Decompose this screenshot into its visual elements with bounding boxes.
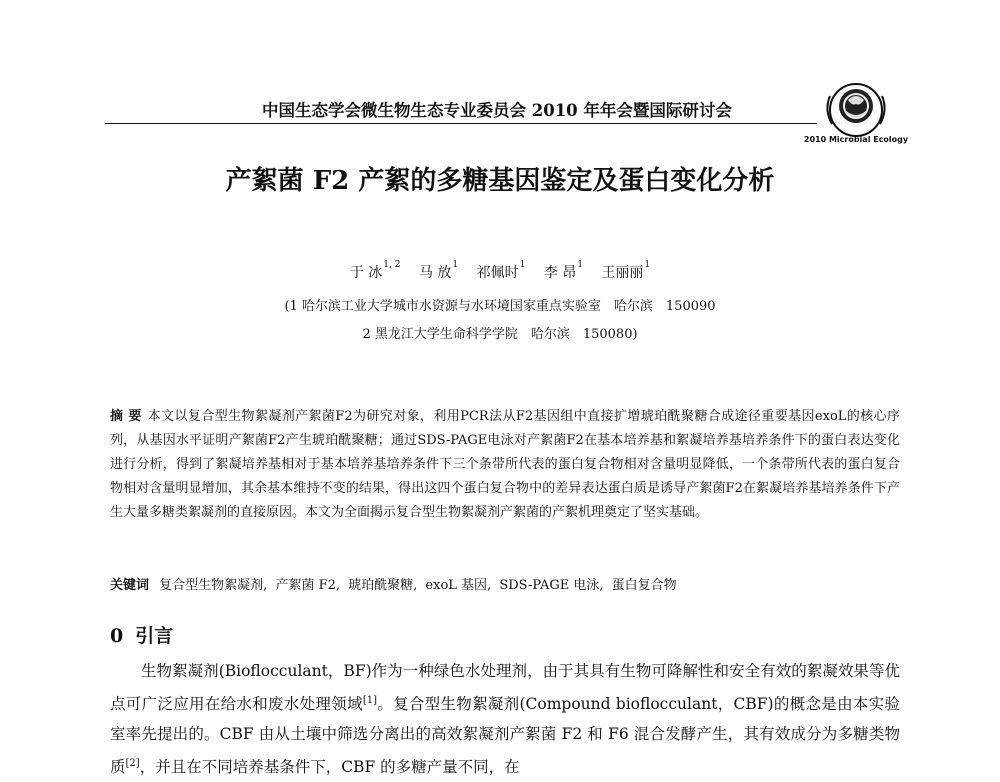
keyword: exoL 基因, <box>425 578 492 593</box>
keyword: 复合型生物絮凝剂, <box>159 578 268 593</box>
author: 王丽丽$^1$ <box>601 260 651 281</box>
abstract-label: 摘 要 <box>110 409 142 424</box>
abstract <box>110 405 900 525</box>
keywords-label: 关键词 <box>110 578 150 593</box>
section-heading <box>110 621 173 648</box>
author: 于 冰$^{1, 2}$ <box>349 260 401 281</box>
author: 马 放$^1$ <box>418 260 459 281</box>
affiliation-2: 2 黑龙江大学生命科学学院 哈尔滨 150080) <box>362 327 638 342</box>
keyword: 产絮菌 F2, <box>275 578 340 593</box>
keyword-list <box>159 578 681 593</box>
keyword: SDS-PAGE 电泳, <box>499 578 604 593</box>
author: 祁佩时$^1$ <box>476 260 526 281</box>
conference-header: 中国生态学会微生物生态专业委员会 2010 年年会暨国际研讨会 <box>262 101 732 120</box>
author: 李 昂$^1$ <box>543 260 583 281</box>
section-number: 0 <box>110 625 124 647</box>
body-paragraph: 生物絮凝剂(Bioflocculant，BF)作为一种绿色水处理剂，由于其具有生物可降解性和安全有效的絮凝效果等优点可广泛应用在给水和废水处理领域[1]。复合型生物絮凝剂(Compound bioflocculant，CBF)的概念是由本实验室率先提出的。CBF 由从土壤中筛选分离出的高效絮凝剂产絮菌 F2 和 F6 混合发酵产生，其有效成分为多糖类物质[2]，并且在不同培养基条件下，CBF 的多糖产量不同，在 <box>110 662 900 777</box>
citation: [1] <box>362 695 377 706</box>
affiliation-1: (1 哈尔滨工业大学城市水资源与水环境国家重点实验室 哈尔滨 150090 <box>284 299 716 314</box>
logo-wordmark: 2010 Microbial Ecology <box>803 135 909 144</box>
citation: [2] <box>125 758 140 770</box>
keywords <box>110 574 900 598</box>
header-rule <box>105 123 817 124</box>
author-list <box>0 262 1000 282</box>
keyword: 琥珀酰聚糖, <box>348 578 418 593</box>
section-title: 引言 <box>135 625 174 647</box>
abstract-text: 本文以复合型生物絮凝剂产絮菌F2为研究对象，利用PCR法从F2基因组中直接扩增琥珀酰聚糖合成途径重要基因exoL的核心序列，从基因水平证明产絮菌F2产生琥珀酰聚糖；通过SDS-PAGE电泳对产絮菌F2在基本培养基和絮凝培养基培养条件下的蛋白表达变化进行分析，得到了絮凝培养基相对于基本培养基培养条件下三个条带所代表的蛋白复合物相对含量明显降低，一个条带所代表的蛋白复合物相对含量明显增加，其余基本维持不变的结果，得出这四个蛋白复合物中的差异表达蛋白质是诱导产絮菌F2在絮凝培养基培养条件下产生大量多糖类絮凝剂的直接原因。本文为全面揭示复合型生物絮凝剂产絮菌的产絮机理奠定了坚实基础。 <box>110 409 900 520</box>
paper-title: 产絮菌 F2 产絮的多糖基因鉴定及蛋白变化分析 <box>225 166 775 196</box>
conference-logo-icon <box>803 76 909 146</box>
keyword: 蛋白复合物 <box>611 578 677 593</box>
